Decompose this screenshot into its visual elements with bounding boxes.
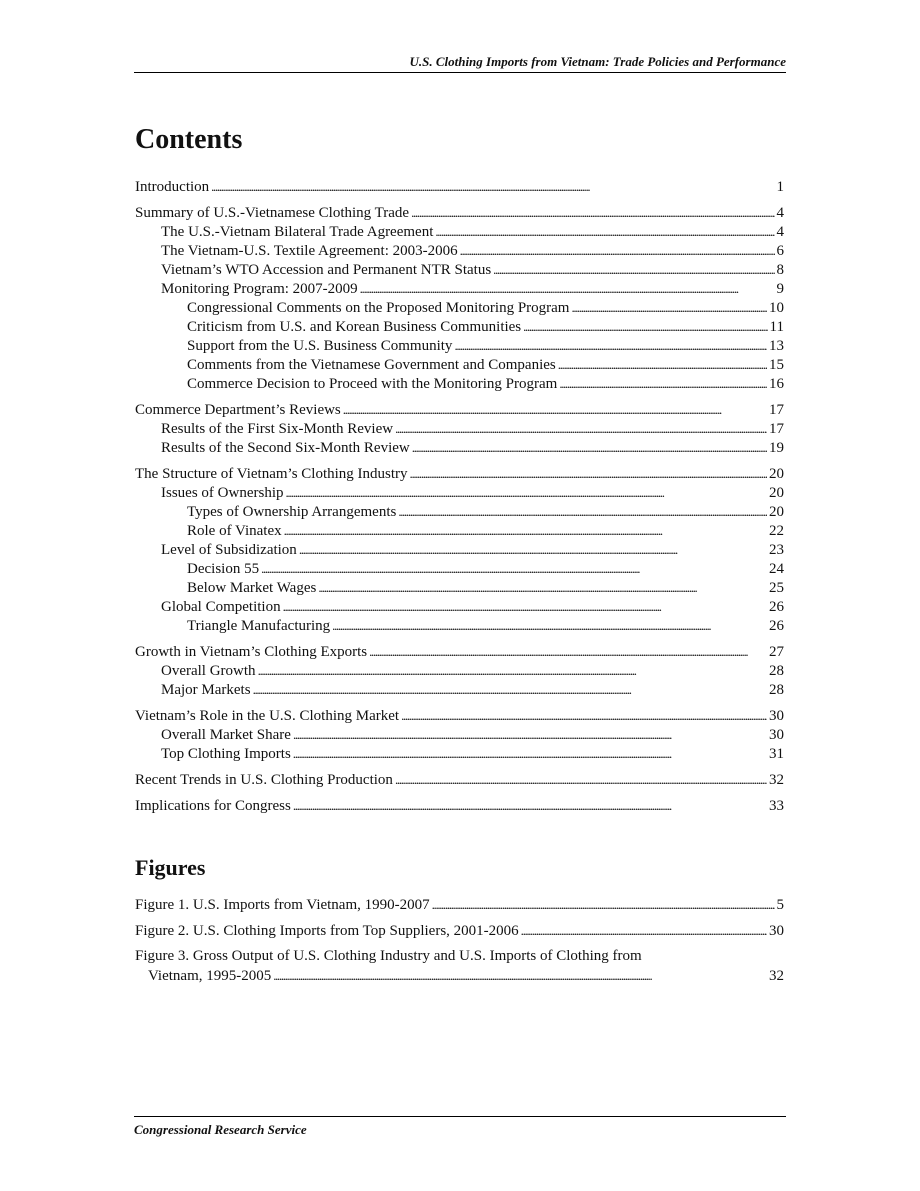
dot-leader — [395, 770, 767, 790]
toc-entry-page: 20 — [769, 485, 784, 501]
toc-entry[interactable] — [135, 483, 784, 502]
toc-entry-title: Commerce Decision to Proceed with the Monitoring Program — [187, 376, 558, 392]
dot-leader — [454, 336, 767, 356]
toc-entry[interactable] — [135, 279, 784, 298]
dot-leader — [493, 260, 774, 280]
toc-entry-title: Figure 3. Gross Output of U.S. Clothing Industry and U.S. Imports of Clothing from — [135, 948, 642, 964]
toc-entry-title: Top Clothing Imports — [161, 746, 291, 762]
dot-leader — [432, 895, 775, 915]
toc-entry[interactable] — [135, 260, 784, 279]
toc-entry-page: 23 — [769, 542, 784, 558]
toc-entry[interactable] — [135, 438, 784, 457]
toc-entry[interactable] — [135, 400, 784, 419]
toc-entry-title: Vietnam’s WTO Accession and Permanent NTR Status — [161, 262, 492, 278]
dot-leader — [293, 796, 767, 816]
dot-leader — [293, 744, 767, 764]
toc-entry-title: Figure 2. U.S. Clothing Imports from Top Suppliers, 2001-2006 — [135, 923, 519, 939]
toc-entry-page: 15 — [769, 357, 784, 373]
dot-leader — [523, 317, 767, 337]
toc-entry-title: Overall Growth — [161, 663, 256, 679]
toc-entry-title: Overall Market Share — [161, 727, 291, 743]
dot-leader — [318, 578, 767, 598]
figures-heading: Figures — [135, 855, 206, 880]
contents-heading: Contents — [135, 124, 243, 155]
dot-leader — [558, 355, 767, 375]
toc-entry-title: Figure 1. U.S. Imports from Vietnam, 1990-2007 — [135, 897, 430, 913]
dot-leader — [343, 400, 767, 420]
toc-entry[interactable] — [135, 502, 784, 521]
running-header: U.S. Clothing Imports from Vietnam: Trade Policies and Performance — [134, 54, 786, 73]
dot-leader — [571, 298, 767, 318]
toc-entry-page: 8 — [776, 262, 784, 278]
toc-entry-page: 16 — [769, 376, 784, 392]
dot-leader — [273, 966, 767, 986]
dot-leader — [332, 616, 767, 636]
toc-entry[interactable] — [135, 642, 784, 661]
dot-leader — [284, 521, 767, 541]
toc-entry[interactable] — [135, 770, 784, 789]
dot-leader — [559, 374, 767, 394]
toc-entry[interactable] — [135, 680, 784, 699]
dot-leader — [398, 502, 767, 522]
dot-leader — [395, 419, 767, 439]
toc-entry-page: 32 — [769, 772, 784, 788]
toc-entry-title: Results of the First Six-Month Review — [161, 421, 394, 437]
toc-entry[interactable] — [135, 464, 784, 483]
dot-leader — [411, 203, 774, 223]
toc-entry[interactable] — [135, 895, 784, 914]
toc-entry-title: Monitoring Program: 2007-2009 — [161, 281, 358, 297]
toc-entry-page: 26 — [769, 618, 784, 634]
toc-entry[interactable] — [135, 796, 784, 815]
toc-entry-page: 26 — [769, 599, 784, 615]
dot-leader — [299, 540, 767, 560]
dot-leader — [258, 661, 767, 681]
toc-entry-title: Role of Vinatex — [187, 523, 282, 539]
toc-entry-page: 25 — [769, 580, 784, 596]
toc-entry-title: Introduction — [135, 179, 210, 195]
toc-entry-title: Vietnam, 1995-2005 — [148, 968, 272, 984]
toc-entry-title: The Vietnam-U.S. Textile Agreement: 2003-2006 — [161, 243, 458, 259]
toc-entry-title: Commerce Department’s Reviews — [135, 402, 341, 418]
dot-leader — [293, 725, 767, 745]
toc-entry-title: Results of the Second Six-Month Review — [161, 440, 410, 456]
toc-entry-title: Triangle Manufacturing — [187, 618, 331, 634]
toc-entry-page: 20 — [769, 504, 784, 520]
toc-entry[interactable] — [135, 947, 784, 985]
toc-entry[interactable] — [135, 921, 784, 940]
toc-entry[interactable] — [135, 966, 784, 985]
toc-entry-title: The U.S.-Vietnam Bilateral Trade Agreement — [161, 224, 434, 240]
dot-leader — [261, 559, 767, 579]
toc-entry-title: Level of Subsidization — [161, 542, 297, 558]
toc-entry-title: Implications for Congress — [135, 798, 291, 814]
toc-entry-page: 11 — [769, 319, 784, 335]
dot-leader — [253, 680, 767, 700]
dot-leader — [410, 464, 767, 484]
toc-entry-title: Vietnam’s Role in the U.S. Clothing Market — [135, 708, 400, 724]
toc-entry-title: Major Markets — [161, 682, 251, 698]
dot-leader — [283, 597, 767, 617]
toc-entry[interactable] — [135, 203, 784, 222]
toc-entry[interactable] — [135, 725, 784, 744]
toc-entry[interactable] — [135, 177, 784, 196]
toc-entry-title: Global Competition — [161, 599, 281, 615]
dot-leader — [285, 483, 767, 503]
toc-entry[interactable] — [135, 241, 784, 260]
toc-entry[interactable] — [135, 616, 784, 635]
toc-entry-page: 13 — [769, 338, 784, 354]
toc-entry[interactable] — [135, 374, 784, 393]
toc-entry[interactable] — [135, 355, 784, 374]
toc-entry-page: 30 — [769, 727, 784, 743]
toc-entry-page: 5 — [776, 897, 784, 913]
toc-entry[interactable] — [135, 559, 784, 578]
figures-list — [135, 895, 784, 985]
toc-entry-page: 33 — [769, 798, 784, 814]
dot-leader — [401, 706, 767, 726]
toc-entry-title: Growth in Vietnam’s Clothing Exports — [135, 644, 368, 660]
toc-entry-page: 28 — [769, 682, 784, 698]
dot-leader — [460, 241, 775, 261]
dot-leader — [369, 642, 767, 662]
toc-entry-page: 9 — [776, 281, 784, 297]
dot-leader — [521, 921, 767, 941]
toc-entry[interactable] — [135, 336, 784, 355]
toc-entry-title: Issues of Ownership — [161, 485, 284, 501]
toc-entry-page: 19 — [769, 440, 784, 456]
dot-leader — [435, 222, 774, 242]
toc-entry[interactable] — [135, 298, 784, 317]
toc-entry[interactable] — [135, 222, 784, 241]
toc-entry-title: Summary of U.S.-Vietnamese Clothing Trade — [135, 205, 410, 221]
dot-leader — [211, 177, 774, 197]
toc-entry-page: 28 — [769, 663, 784, 679]
toc-entry-title: Comments from the Vietnamese Government and Companies — [187, 357, 556, 373]
toc-entry[interactable] — [135, 706, 784, 725]
toc-entry[interactable] — [135, 521, 784, 540]
toc-entry-page: 22 — [769, 523, 784, 539]
toc-entry[interactable] — [135, 540, 784, 559]
contents-list — [135, 177, 784, 815]
toc-entry[interactable] — [135, 578, 784, 597]
toc-entry-title: Support from the U.S. Business Community — [187, 338, 453, 354]
toc-entry[interactable] — [135, 597, 784, 616]
toc-entry-page: 20 — [769, 466, 784, 482]
toc-entry-page: 27 — [769, 644, 784, 660]
toc-entry-title: The Structure of Vietnam’s Clothing Industry — [135, 466, 408, 482]
toc-entry-title: Types of Ownership Arrangements — [187, 504, 397, 520]
toc-entry-page: 31 — [769, 746, 784, 762]
toc-entry-page: 24 — [769, 561, 784, 577]
toc-entry-page: 17 — [769, 421, 784, 437]
toc-entry-title: Below Market Wages — [187, 580, 317, 596]
toc-entry-title: Congressional Comments on the Proposed Monitoring Program — [187, 300, 570, 316]
toc-entry-page: 4 — [776, 224, 784, 240]
toc-entry-title: Criticism from U.S. and Korean Business Communities — [187, 319, 522, 335]
toc-entry-title: Decision 55 — [187, 561, 260, 577]
toc-entry-page: 32 — [769, 968, 784, 984]
toc-entry-page: 30 — [769, 923, 784, 939]
page-footer: Congressional Research Service — [134, 1116, 786, 1138]
toc-entry-page: 10 — [769, 300, 784, 316]
toc-entry-page: 17 — [769, 402, 784, 418]
dot-leader — [360, 279, 775, 299]
dot-leader — [412, 438, 767, 458]
toc-entry[interactable] — [135, 419, 784, 438]
toc-entry-page: 6 — [776, 243, 784, 259]
toc-entry-title: Recent Trends in U.S. Clothing Production — [135, 772, 393, 788]
toc-entry[interactable] — [135, 744, 784, 763]
toc-entry[interactable] — [135, 317, 784, 336]
toc-entry-page: 30 — [769, 708, 784, 724]
toc-entry-page: 1 — [776, 179, 784, 195]
toc-entry-page: 4 — [776, 205, 784, 221]
toc-entry[interactable] — [135, 661, 784, 680]
